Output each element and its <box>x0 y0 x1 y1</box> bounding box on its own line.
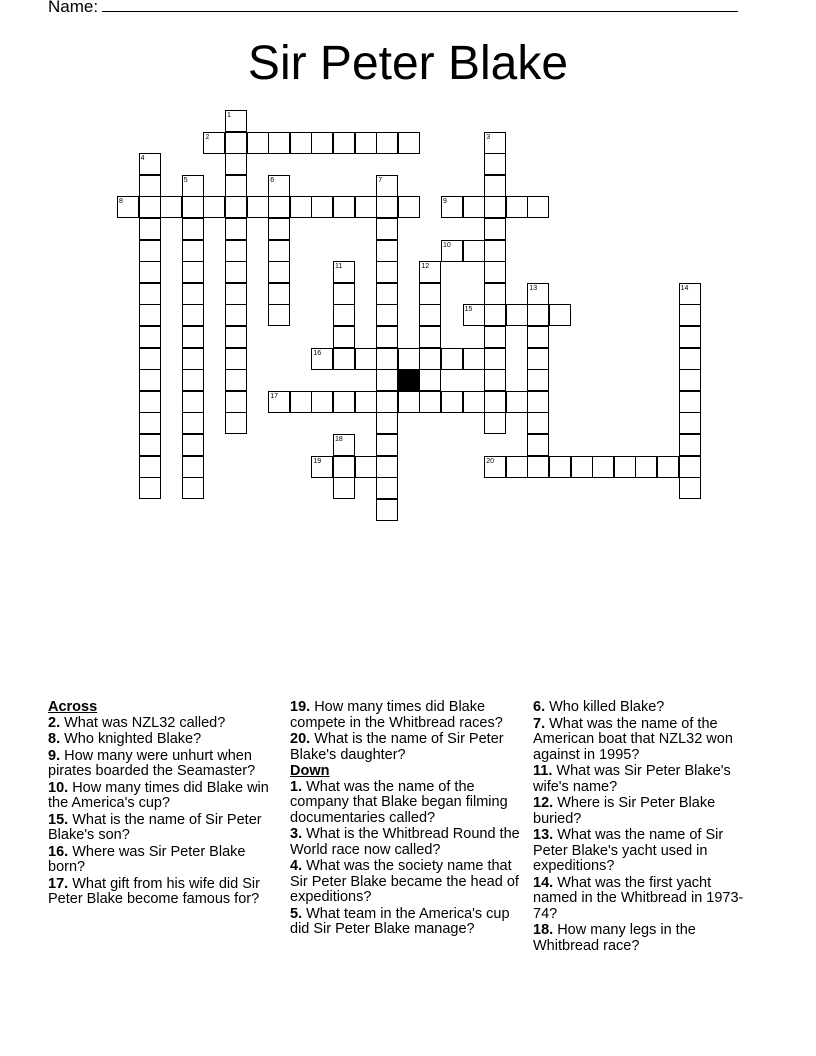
grid-cell[interactable] <box>592 456 614 478</box>
grid-cell[interactable] <box>679 369 701 391</box>
grid-cell[interactable] <box>139 240 161 262</box>
clue-text: What was the name of Sir Peter Blake's yacht used in expeditions? <box>533 827 724 874</box>
grid-cell[interactable] <box>182 283 204 305</box>
grid-cell[interactable] <box>333 391 355 413</box>
grid-cell[interactable] <box>441 391 463 413</box>
grid-cell[interactable] <box>376 132 398 154</box>
grid-cell[interactable] <box>376 218 398 240</box>
grid-cell[interactable] <box>268 196 290 218</box>
grid-cell[interactable] <box>635 456 657 478</box>
grid-cell[interactable] <box>139 348 161 370</box>
grid-cell[interactable] <box>182 434 204 456</box>
grid-cell[interactable] <box>484 175 506 197</box>
clue-number-label: 11 <box>335 263 343 271</box>
grid-cell[interactable] <box>484 326 506 348</box>
clue-number: 6. <box>533 699 546 715</box>
clue-text: How many times did Blake win the America's cup? <box>48 779 269 811</box>
clue-number: 2. <box>48 714 61 731</box>
grid-cell[interactable] <box>376 240 398 262</box>
clue-number-label: 10 <box>443 241 451 249</box>
clue-across <box>48 813 270 844</box>
grid-cell[interactable] <box>333 326 355 348</box>
grid-cell[interactable] <box>290 196 312 218</box>
clue-text: What was the society name that Sir Peter Blake became the head of expeditions? <box>290 858 519 905</box>
clue-text: What is the name of Sir Peter Blake's daughter? <box>290 731 504 763</box>
grid-cell[interactable] <box>139 196 161 218</box>
grid-cell[interactable] <box>527 391 549 413</box>
clue-across <box>48 845 270 876</box>
grid-cell[interactable] <box>376 499 398 521</box>
grid-cell[interactable] <box>182 326 204 348</box>
clue-text: How many legs in the Whitbread race? <box>533 922 696 954</box>
clue-down <box>290 780 526 827</box>
grid-cell[interactable] <box>139 283 161 305</box>
clue-number-label: 17 <box>270 392 278 400</box>
grid-cell[interactable] <box>290 391 312 413</box>
grid-cell[interactable] <box>376 369 398 391</box>
clue-number-label: 18 <box>335 436 343 443</box>
grid-cell[interactable] <box>225 283 247 305</box>
grid-cell[interactable] <box>484 304 506 326</box>
grid-cell[interactable] <box>463 348 485 370</box>
grid-cell[interactable] <box>679 348 701 370</box>
clue-down <box>533 828 755 875</box>
grid-cell[interactable] <box>441 348 463 370</box>
grid-cell[interactable] <box>139 412 161 434</box>
grid-cell[interactable] <box>139 434 161 456</box>
grid-cell[interactable] <box>376 391 398 413</box>
clue-text: What was the name of the company that Blake began filming documentaries called? <box>290 778 508 826</box>
grid-cell[interactable] <box>182 456 204 478</box>
clue-number-label: 7 <box>378 176 383 184</box>
clue-down <box>533 876 755 923</box>
name-label: Name: <box>48 0 99 16</box>
clue-number: 3. <box>290 826 303 842</box>
grid-cell[interactable] <box>419 348 441 370</box>
down-heading: Down <box>290 763 330 779</box>
clue-text: What was the name of the American boat that NZL32 won against in 1995? <box>533 715 733 763</box>
clue-number: 13. <box>533 827 554 843</box>
clue-number-label: 12 <box>421 263 430 271</box>
clue-number: 10. <box>48 779 69 796</box>
clue-across <box>290 732 526 763</box>
grid-cell[interactable] <box>376 412 398 434</box>
clue-number: 4. <box>290 858 303 874</box>
grid-cell[interactable] <box>571 456 593 478</box>
grid-cell[interactable] <box>225 132 247 154</box>
grid-cell[interactable] <box>139 326 161 348</box>
grid-cell[interactable] <box>225 153 247 175</box>
across-heading: Across <box>48 699 98 715</box>
clue-number: 8. <box>48 731 61 747</box>
clue-across <box>290 700 526 731</box>
grid-cell[interactable] <box>333 477 355 499</box>
clue-number-label: 2 <box>205 133 210 141</box>
grid-cell[interactable] <box>484 348 506 370</box>
grid-cell[interactable] <box>549 304 571 326</box>
clue-number: 14. <box>533 874 554 891</box>
clue-down <box>533 796 755 827</box>
grid-cell[interactable] <box>484 261 506 283</box>
grid-cell[interactable] <box>139 369 161 391</box>
grid-cell[interactable] <box>463 391 485 413</box>
clue-text: How many were unhurt when pirates boarded the Seamaster? <box>48 747 256 779</box>
grid-cell[interactable] <box>398 348 420 370</box>
grid-cell[interactable] <box>225 304 247 326</box>
grid-cell[interactable] <box>376 477 398 499</box>
page-title: Sir Peter Blake <box>247 37 569 90</box>
grid-cell[interactable] <box>419 283 441 305</box>
grid-cell[interactable] <box>311 391 333 413</box>
grid-cell[interactable] <box>333 283 355 305</box>
clue-number: 16. <box>48 843 69 860</box>
grid-cell[interactable] <box>182 218 204 240</box>
grid-cell[interactable] <box>527 369 549 391</box>
grid-cell[interactable] <box>376 196 398 218</box>
grid-cell[interactable] <box>225 261 247 283</box>
grid-cell[interactable] <box>225 412 247 434</box>
clue-number: 17. <box>48 875 69 892</box>
grid-cell[interactable] <box>268 240 290 262</box>
clues-column-2 <box>290 700 526 939</box>
grid-cell[interactable] <box>419 326 441 348</box>
grid-cell[interactable] <box>333 456 355 478</box>
grid-cell[interactable] <box>463 240 485 262</box>
clue-number-label: 6 <box>270 176 275 184</box>
grid-cell[interactable] <box>506 196 528 218</box>
grid-cell[interactable] <box>225 240 247 262</box>
grid-cell[interactable] <box>182 391 204 413</box>
grid-cell[interactable] <box>527 196 549 218</box>
clue-text: What was Sir Peter Blake's wife's name? <box>533 763 731 795</box>
clue-number: 18. <box>533 922 554 938</box>
clue-text: What was the first yacht named in the Whitbread in 1973-74? <box>533 874 744 922</box>
grid-cell[interactable] <box>225 326 247 348</box>
grid-cell[interactable] <box>527 434 549 456</box>
grid-cell[interactable] <box>182 348 204 370</box>
grid-cell[interactable] <box>506 304 528 326</box>
grid-cell[interactable] <box>506 391 528 413</box>
clues-column-1 <box>48 700 270 909</box>
grid-cell[interactable] <box>484 412 506 434</box>
clue-number: 7. <box>533 715 546 732</box>
grid-cell[interactable] <box>225 175 247 197</box>
grid-cell[interactable] <box>679 434 701 456</box>
clue-text: Who killed Blake? <box>545 699 665 715</box>
grid-cell[interactable] <box>355 196 377 218</box>
grid-cell[interactable] <box>182 369 204 391</box>
clue-number-label: 5 <box>183 176 188 184</box>
clue-across <box>48 781 270 812</box>
grid-cell[interactable] <box>398 391 420 413</box>
grid-cell[interactable] <box>527 456 549 478</box>
grid-cell[interactable] <box>527 304 549 326</box>
clue-across <box>48 732 270 748</box>
grid-cell[interactable] <box>333 348 355 370</box>
grid-cell[interactable] <box>355 348 377 370</box>
clue-text: What is the Whitbread Round the World race now called? <box>290 826 520 858</box>
clue-number: 20. <box>290 731 311 747</box>
grid-cell[interactable] <box>225 196 247 218</box>
grid-cell[interactable] <box>139 175 161 197</box>
crossword-grid <box>0 0 816 520</box>
grid-cell[interactable] <box>549 456 571 478</box>
grid-cell[interactable] <box>355 456 377 478</box>
grid-cell[interactable] <box>657 456 679 478</box>
clue-number-label: 3 <box>486 133 491 141</box>
grid-cell[interactable] <box>679 456 701 478</box>
grid-cell[interactable] <box>376 304 398 326</box>
grid-cell[interactable] <box>527 348 549 370</box>
clue-number-label: 8 <box>119 198 123 206</box>
grid-cell[interactable] <box>268 132 290 154</box>
clue-text: What gift from his wife did Sir Peter Blake become famous for? <box>48 875 260 907</box>
clue-number-label: 20 <box>486 457 494 465</box>
clue-number-label: 13 <box>529 284 538 292</box>
clue-text: Where is Sir Peter Blake buried? <box>533 795 716 827</box>
clue-number: 19. <box>290 699 311 715</box>
grid-cell[interactable] <box>139 456 161 478</box>
grid-cell[interactable] <box>160 196 182 218</box>
clue-number: 9. <box>48 747 61 764</box>
grid-cell[interactable] <box>419 391 441 413</box>
clue-number: 11. <box>533 763 553 779</box>
clue-down <box>290 907 526 938</box>
grid-cell[interactable] <box>376 283 398 305</box>
clue-number-label: 14 <box>680 284 689 292</box>
grid-cell[interactable] <box>679 412 701 434</box>
grid-cell[interactable] <box>182 304 204 326</box>
grid-cell[interactable] <box>484 153 506 175</box>
grid-cell[interactable] <box>247 196 269 218</box>
grid-cell[interactable] <box>376 456 398 478</box>
clue-down <box>533 717 755 764</box>
clue-number-label: 19 <box>313 457 322 465</box>
grid-cell[interactable] <box>679 391 701 413</box>
black-cell <box>398 369 420 391</box>
clue-number-label: 4 <box>140 155 145 163</box>
grid-cell[interactable] <box>268 261 290 283</box>
grid-cell[interactable] <box>268 218 290 240</box>
grid-cell[interactable] <box>182 477 204 499</box>
grid-cell[interactable] <box>182 261 204 283</box>
clue-number: 15. <box>48 811 69 828</box>
grid-cell[interactable] <box>225 348 247 370</box>
grid-cell[interactable] <box>225 369 247 391</box>
grid-cell[interactable] <box>463 196 485 218</box>
clue-text: How many times did Blake compete in the Whitbread races? <box>290 699 503 731</box>
grid-cell[interactable] <box>484 240 506 262</box>
grid-cell[interactable] <box>333 132 355 154</box>
grid-cell[interactable] <box>614 456 636 478</box>
clue-number-label: 9 <box>443 198 447 206</box>
grid-cell[interactable] <box>139 304 161 326</box>
grid-cell[interactable] <box>182 196 204 218</box>
grid-cell[interactable] <box>484 369 506 391</box>
clue-down <box>290 859 526 906</box>
grid-cell[interactable] <box>376 261 398 283</box>
clue-across <box>48 716 270 732</box>
clue-text: What is the name of Sir Peter Blake's son? <box>48 811 262 843</box>
clue-down <box>290 827 526 858</box>
grid-cell[interactable] <box>527 412 549 434</box>
grid-cell[interactable] <box>203 196 225 218</box>
grid-cell[interactable] <box>355 132 377 154</box>
grid-cell[interactable] <box>419 304 441 326</box>
clue-across <box>48 877 270 908</box>
clues-column-3 <box>533 700 755 955</box>
grid-cell[interactable] <box>139 477 161 499</box>
clue-number-label: 1 <box>227 112 231 119</box>
clue-number-label: 15 <box>464 306 473 314</box>
clue-down <box>533 923 755 954</box>
clue-number: 1. <box>290 778 303 795</box>
clue-down <box>533 764 755 795</box>
grid-cell[interactable] <box>506 456 528 478</box>
grid-cell[interactable] <box>484 283 506 305</box>
grid-cell[interactable] <box>398 132 420 154</box>
grid-cell[interactable] <box>311 196 333 218</box>
grid-cell[interactable] <box>268 304 290 326</box>
clue-down <box>533 700 755 716</box>
clue-text: What team in the America's cup did Sir Peter Blake manage? <box>290 905 510 937</box>
clue-number: 5. <box>290 905 303 922</box>
grid-cell[interactable] <box>527 326 549 348</box>
grid-cell[interactable] <box>355 391 377 413</box>
grid-cell[interactable] <box>247 132 269 154</box>
grid-cell[interactable] <box>311 132 333 154</box>
grid-cell[interactable] <box>398 196 420 218</box>
grid-cell[interactable] <box>268 283 290 305</box>
grid-cell[interactable] <box>679 304 701 326</box>
grid-cell[interactable] <box>182 412 204 434</box>
grid-cell[interactable] <box>484 218 506 240</box>
grid-cell[interactable] <box>139 261 161 283</box>
clue-text: Where was Sir Peter Blake born? <box>48 843 246 875</box>
clue-text: What was NZL32 called? <box>60 714 226 731</box>
grid-cell[interactable] <box>139 218 161 240</box>
clue-text: Who knighted Blake? <box>60 731 202 747</box>
grid-cell[interactable] <box>333 304 355 326</box>
clue-number-label: 16 <box>313 349 322 357</box>
grid-cell[interactable] <box>139 391 161 413</box>
grid-cell[interactable] <box>182 240 204 262</box>
grid-cell[interactable] <box>225 391 247 413</box>
grid-cell[interactable] <box>679 326 701 348</box>
clue-across <box>48 749 270 780</box>
grid-cell[interactable] <box>376 434 398 456</box>
grid-cell[interactable] <box>419 369 441 391</box>
grid-cell[interactable] <box>484 196 506 218</box>
grid-cell[interactable] <box>333 196 355 218</box>
grid-cell[interactable] <box>679 477 701 499</box>
grid-cell[interactable] <box>290 132 312 154</box>
clue-number: 12. <box>533 795 554 811</box>
grid-cell[interactable] <box>484 391 506 413</box>
grid-cell[interactable] <box>376 348 398 370</box>
grid-cell[interactable] <box>376 326 398 348</box>
grid-cell[interactable] <box>225 218 247 240</box>
